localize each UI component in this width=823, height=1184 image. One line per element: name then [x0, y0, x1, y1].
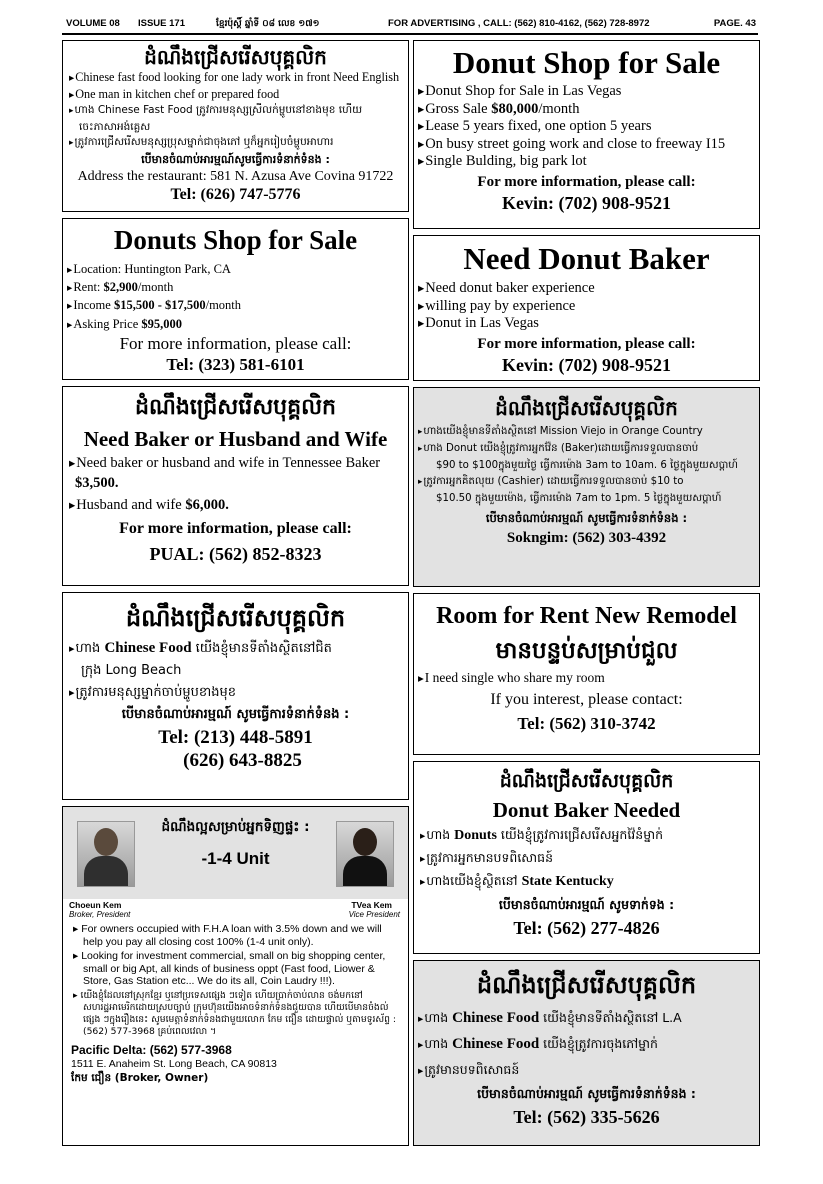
company-phone: Pacific Delta: (562) 577-3968	[71, 1042, 232, 1057]
contact-prompt: បើមានចំណាប់អារម្មណ៍ សូមទាក់ទង :	[498, 897, 675, 912]
phone-number: (626) 643-8825	[183, 750, 302, 771]
ad-pacific-delta-real-estate	[62, 806, 409, 1146]
ad-title: Donut Baker Needed	[492, 798, 681, 822]
ad-line: ▸ willing pay by experience	[418, 298, 755, 316]
more-info: For more information, please call:	[477, 335, 696, 352]
ad-line: ▸ Rent: $2,900/month	[67, 279, 404, 297]
ad-line: ក្រុង Long Beach	[81, 663, 182, 678]
owner-name: កែម ជឿន (Broker, Owner)	[71, 1071, 209, 1084]
phone-number: Tel: (323) 581-6101	[166, 354, 305, 374]
address: Address the restaurant: 581 N. Azusa Ave Covina 91722	[77, 168, 394, 184]
contact-prompt: បើមានចំណាប់អារម្មណ៍សូមធ្វើការទំនាក់ទំនង :	[141, 152, 330, 166]
phone-number: PUAL: (562) 852-8323	[149, 544, 322, 564]
ad-donut-mission-viejo	[413, 387, 760, 587]
phone-number: Tel: (562) 277-4826	[513, 918, 660, 938]
ad-paragraph: ▸ For owners occupied with F.H.A loan with 3.5% down and we will help you pay all closing cost 100% (1-4 unit only).	[73, 923, 382, 948]
banner-heading: ដំណឹងល្អសម្រាប់អ្នកទិញផ្ទះ :	[161, 819, 310, 835]
agent-photo	[77, 821, 135, 887]
ad-line: ▸ Asking Price $95,000	[67, 316, 404, 334]
ad-heading: ដំណឹងជ្រើសរើសបុគ្គលិក	[495, 396, 678, 420]
volume-label: VOLUME 08	[66, 18, 120, 29]
more-info: For more information, please call:	[119, 520, 352, 537]
phone-number: Kevin: (702) 908-9521	[502, 192, 671, 213]
ad-line: ▸ Need donut baker experience	[418, 280, 755, 298]
ad-room-for-rent	[413, 593, 760, 755]
ad-line: ចេះភាសាអង់គ្លេស	[79, 120, 151, 133]
ad-line: ▸ ត្រូវការអ្នកមានបទពិសោធន៍	[420, 847, 753, 870]
ad-line: ▸ Income $15,500 - $17,500/month	[67, 297, 404, 315]
agent-name: Choeun Kem	[69, 900, 122, 910]
page-number: PAGE. 43	[713, 18, 756, 29]
more-info: For more information, please call:	[477, 173, 696, 190]
ad-heading: ដំណឹងជ្រើសរើសបុគ្គលិក	[499, 770, 674, 792]
more-info: For more information, please call:	[119, 333, 352, 353]
ad-line: ▸ Chinese fast food looking for one lady work in front Need English	[69, 70, 402, 87]
khmer-date: ខ្មែរប៉ុស្ដិ៍ ឆ្នាំទី ០៨ លេខ ១៧១	[216, 19, 320, 29]
ad-line: ▸ Single Bulding, big park lot	[418, 153, 755, 171]
agent-name: TVea Kem	[351, 900, 392, 910]
ad-line: ▸ ត្រូវមានបទពិសោធន៍	[418, 1057, 755, 1083]
ad-heading: ដំណឹងជ្រើសរើសបុគ្គលិក	[476, 971, 697, 999]
ad-paragraph: ▸ យើងខ្ញុំដែលនៅស្រុកខ្មែរ ឬនៅប្រទេសផ្សេង ៗទៀត ហើយប្រាក់ចាប់លាន ចង់មកនៅសហរដ្ឋអាមេរិកដោយស្របច្បាប់ ក្រុមហ៊ុនយើងអាចទំនាក់ទំនងជួយបាន ហើយបើមានចំងល់ផ្សេង ៗក្នុងរឿងនេះ សូមមេត្តាទំនាក់ទំនងជាមួយលោក កែម ជឿន ដោយផ្ទាល់ ឬតាមទូរស័ព្ទ : (562) 577-3968 គ្រប់ពេលវេលា ។	[73, 989, 397, 1038]
units-label: -1-4 Unit	[201, 849, 270, 868]
ad-title: Need Baker or Husband and Wife	[83, 427, 388, 451]
ad-heading: ដំណឹងជ្រើសរើសបុគ្គលិក	[125, 604, 346, 632]
ad-paragraph: ▸ Looking for investment commercial, small on big shopping center, small or big Apt, all kinds of business oppt (Fast food, Liower & Store, Gas Station etc... We do its all, Coin Laudry !!!).	[73, 950, 386, 987]
ad-line: ▸ Donut in Las Vegas	[418, 315, 755, 333]
ad-heading: ដំណឹងជ្រើសរើសបុគ្គលិក	[135, 395, 336, 420]
ad-title: Need Donut Baker	[463, 241, 710, 276]
header-rule	[62, 33, 758, 35]
agent-title: Broker, President	[69, 910, 131, 919]
ad-line: ▸ I need single who share my room	[418, 668, 755, 689]
ad-line: ▸ One man in kitchen chef or prepared food	[69, 87, 402, 104]
ad-title: Donuts Shop for Sale	[113, 225, 358, 255]
ad-heading: ដំណឹងជ្រើសរើសបុគ្គលិក	[144, 45, 327, 69]
ad-need-donut-baker	[413, 235, 760, 381]
ad-line: ▸ ហាងយើងខ្ញុំស្ថិតនៅ State Kentucky	[420, 870, 753, 893]
ad-line: $90 to $100ក្នុងមួយថ្ងៃ ធ្វើការម៉ោង 3am to 10am. 6 ថ្ងៃក្នុងមួយសប្តាហ៍	[436, 459, 738, 471]
ad-chinese-fast-food-covina	[62, 40, 409, 212]
ad-need-baker-tennessee	[62, 386, 409, 586]
agent-photo	[336, 821, 394, 887]
phone-number: Kevin: (702) 908-9521	[502, 354, 671, 375]
ad-line: ▸ ហាង Donuts យើងខ្ញុំត្រូវការជ្រើសរើសអ្នកវ៉ៃនំម្នាក់	[420, 824, 753, 847]
ad-line: ▸ ហាងយើងខ្ញុំមានទីតាំងស្ថិតនៅ Mission Viejo in Orange Country	[418, 424, 755, 441]
ad-line: ▸ ហាង Chinese Food យើងខ្ញុំត្រូវការចុងភៅម្នាក់	[418, 1031, 755, 1057]
ad-line: ▸ ត្រូវការអ្នកគិតលុយ (Cashier) ដោយធ្វើការទទួលបានចាប់ $10 to	[418, 474, 755, 491]
phone-number: Tel: (562) 310-3742	[517, 714, 656, 733]
ad-line: $3,500.	[75, 475, 119, 491]
contact-prompt: បើមានចំណាប់អារម្មណ៍ សូមធ្វើការទំនាក់ទំនង :	[477, 1086, 696, 1101]
ad-line: ▸ ត្រូវការមនុស្សម្នាក់ចាប់ម្ហូបខាងមុខ	[69, 682, 402, 704]
ad-line: ▸ ហាង Chinese Food យើងខ្ញុំមានទីតាំងស្ថិតនៅជិត	[69, 637, 402, 660]
ad-donut-baker-kentucky	[413, 761, 760, 954]
ad-line: ▸ ហាង Donut យើងខ្ញុំត្រូវការអ្នកវ៉ែន (Baker)ដោយធ្វើការទទួលបានចាប់	[418, 441, 755, 458]
ad-line: ▸ Husband and wife $6,000.	[69, 495, 402, 515]
phone-number: Sokngim: (562) 303-4392	[506, 529, 667, 546]
ad-line: ▸ Location: Huntington Park, CA	[67, 261, 404, 279]
ad-donuts-shop-huntington-park	[62, 218, 409, 380]
page-header	[66, 18, 756, 32]
agent-title: Vice President	[348, 910, 400, 919]
phone-number: Tel: (213) 448-5891	[158, 727, 313, 748]
ad-title-khmer: មានបន្ទប់សម្រាប់ជួល	[495, 638, 678, 664]
ad-line: ▸ ហាង Chinese Food យើងខ្ញុំមានទីតាំងស្ថិតនៅ L.A	[418, 1005, 755, 1031]
advertising-line: FOR ADVERTISING , CALL: (562) 810-4162, (562) 728-8972	[388, 18, 650, 29]
ad-line: ▸ Gross Sale $80,000/month	[418, 101, 755, 119]
ad-chinese-food-los-angeles	[413, 960, 760, 1146]
ad-line: ▸ Donut Shop for Sale in Las Vegas	[418, 83, 755, 101]
ad-title: Donut Shop for Sale	[452, 45, 721, 80]
ad-line: ▸ Lease 5 years fixed, one option 5 years	[418, 118, 755, 136]
ad-line: ▸ On busy street going work and close to freeway I15	[418, 136, 755, 154]
ad-line: $10.50 ក្នុងមួយម៉ោង, ធ្វើការម៉ោង 7am to 1pm. 5 ថ្ងៃក្នុងមួយសប្តាហ៍	[436, 493, 722, 505]
contact-prompt: បើមានចំណាប់អារម្មណ៍ សូមធ្វើការទំនាក់ទំនង :	[485, 510, 688, 525]
ad-line: ▸ Need baker or husband and wife in Tennessee Baker	[69, 453, 402, 473]
ad-donut-shop-las-vegas	[413, 40, 760, 229]
address: 1511 E. Anaheim St. Long Beach, CA 90813	[71, 1057, 277, 1070]
issue-label: ISSUE 171	[138, 18, 185, 29]
more-info: If you interest, please contact:	[490, 691, 683, 708]
ad-chinese-food-long-beach	[62, 592, 409, 800]
ad-title: Room for Rent New Remodel	[436, 603, 737, 629]
ad-line: ▸ ត្រូវការជ្រើសរើសមនុស្សប្រុសម្នាក់ជាចុងភៅ ឬក៏អ្នករៀបចំម្ហូបអាហារ	[69, 135, 402, 152]
phone-number: Tel: (626) 747-5776	[170, 185, 301, 203]
ad-line: ▸ ហាង Chinese Fast Food ត្រូវការមនុស្សស្រីលក់ម្ហូបនៅខាងមុខ ហើយ	[69, 103, 402, 120]
phone-number: Tel: (562) 335-5626	[513, 1107, 660, 1127]
contact-prompt: បើមានចំណាប់អារម្មណ៍ សូមធ្វើការទំនាក់ទំនង :	[121, 707, 350, 722]
